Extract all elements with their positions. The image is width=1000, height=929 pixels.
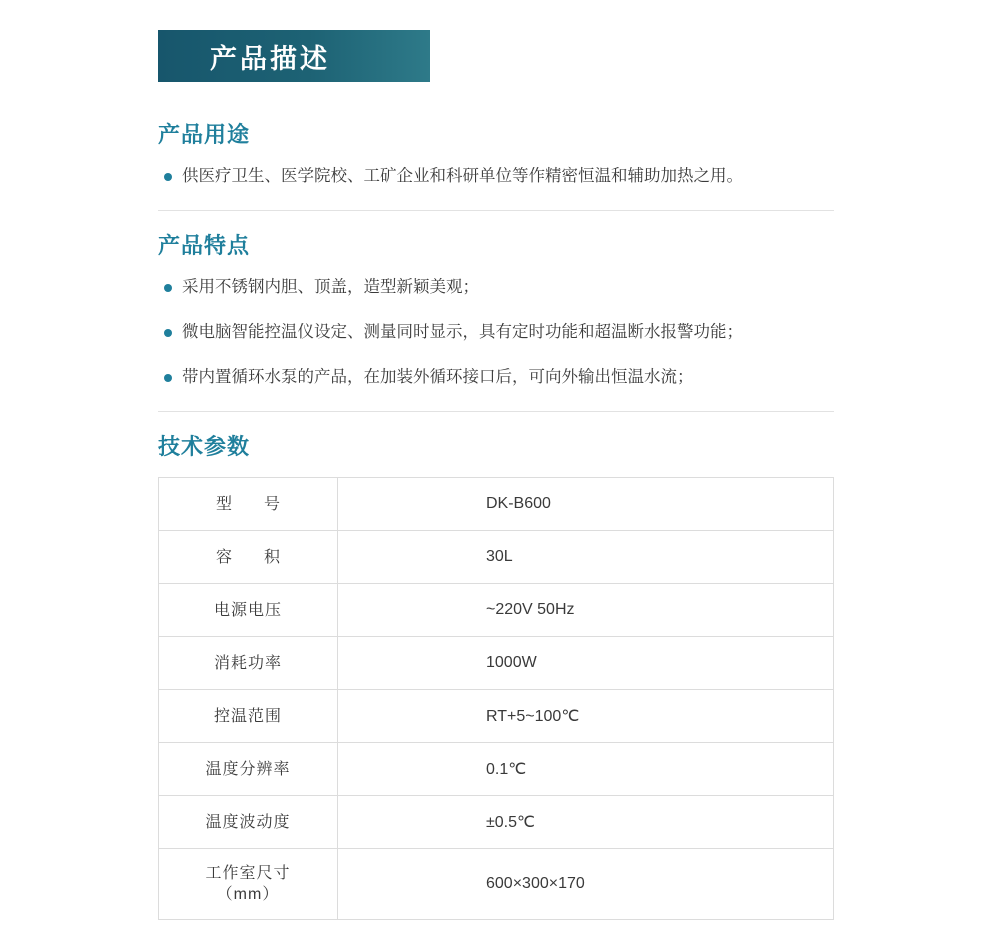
spec-value-cell: 0.1℃ [338,743,834,796]
spec-table-body [159,478,834,920]
table-row [159,478,834,531]
bullet-dot-icon [164,284,172,292]
spec-label-text: 温度波动度 [205,813,291,831]
spec-label-cell [159,637,338,690]
section-divider [158,210,834,211]
list-item [158,165,834,188]
spec-label-cell [159,584,338,637]
table-row [159,849,834,920]
spec-label-cell [159,743,338,796]
spec-label-text: 工作室尺寸 （mm） [205,864,291,904]
table-row [159,743,834,796]
spec-value-cell: ±0.5℃ [338,796,834,849]
spec-label-cell [159,690,338,743]
bullet-dot-icon [164,329,172,337]
spec-label-text: 温度分辨率 [205,760,291,778]
table-row [159,531,834,584]
content-area [158,100,834,920]
spec-label-text: 消耗功率 [213,654,282,672]
bullet-dot-icon [164,173,172,181]
spec-label-cell [159,796,338,849]
spec-table [158,477,834,920]
section-product-usage [158,118,834,211]
section-divider [158,411,834,412]
list-item-text: 带内置循环水泵的产品，在加装外循环接口后，可向外输出恒温水流； [182,368,694,387]
section-title: 产品用途 [158,122,251,147]
spec-label-cell [159,531,338,584]
list-item [158,366,834,389]
section-title: 产品特点 [158,233,251,259]
page-title: 产品描述 [210,43,330,74]
spec-label-text: 电源电压 [213,601,282,619]
list-item-text: 采用不锈钢内胆、顶盖，造型新颖美观； [182,278,479,297]
list-item-text: 供医疗卫生、医学院校、工矿企业和科研单位等作精密恒温和辅助加热之用。 [182,167,743,185]
spec-label-text: 型 号 [215,495,288,513]
table-row [159,584,834,637]
usage-list [158,165,834,188]
section-technical-parameters [158,430,834,920]
spec-label-text: 容 积 [215,548,288,566]
list-item [158,321,834,344]
spec-value-cell: DK-B600 [338,478,834,531]
table-row [159,690,834,743]
bullet-dot-icon [164,374,172,382]
table-row [159,796,834,849]
spec-value-cell: RT+5~100℃ [338,690,834,743]
feature-list [158,276,834,389]
spec-label-cell [159,478,338,531]
spec-label-cell [159,849,338,920]
spec-value-cell: 1000W [338,637,834,690]
section-product-features [158,229,834,412]
spec-value-cell: ~220V 50Hz [338,584,834,637]
spec-value-cell: 30L [338,531,834,584]
spec-value-cell: 600×300×170 [338,849,834,920]
spec-label-text: 控温范围 [213,707,282,725]
list-item-text: 微电脑智能控温仪设定、测量同时显示，具有定时功能和超温断水报警功能； [182,323,743,342]
section-title: 技术参数 [158,434,251,460]
page-title-banner [158,30,430,82]
list-item [158,276,834,299]
table-row [159,637,834,690]
